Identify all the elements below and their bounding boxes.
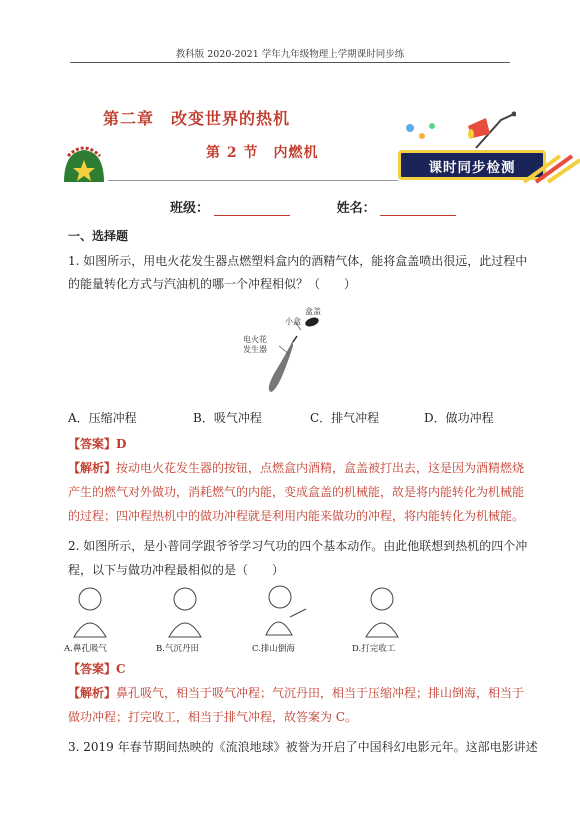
chapter-title: 第二章 改变世界的热机	[103, 109, 291, 128]
caption-b: B.气沉丹田	[156, 644, 199, 654]
q3-stem-line1: 3. 2019 年春节期间热映的《流浪地球》被誉为开启了中国科幻电影元年。这部电影讲述	[68, 740, 538, 754]
caption-c: C.排山倒海	[252, 644, 295, 654]
banner-stripes-decoration	[520, 152, 580, 184]
q2-stem-line2: 程，以下与做功冲程最相似的是（ ）	[68, 563, 285, 577]
qigong-figures	[60, 583, 420, 655]
q1-analysis-text1: 按动电火花发生器的按钮，点燃盒内酒精，盒盖被打出去，这是因为酒精燃烧	[116, 461, 525, 475]
section-title: 第 2 节 内燃机	[206, 145, 319, 161]
class-input-line[interactable]	[214, 201, 290, 216]
header-divider	[70, 62, 510, 63]
part-heading: 一、选择题	[68, 229, 129, 243]
q1-analysis-line2: 产生的燃气对外做功，消耗燃气的内能，变成盒盖的机械能，故是将内能转化为机械能	[68, 485, 525, 499]
student-info-fields	[170, 197, 456, 216]
q2-answer-tag: 【答案】	[68, 662, 117, 676]
practice-banner: 课时同步检测	[398, 150, 546, 180]
q1-option-a[interactable]: A．压缩冲程	[68, 411, 137, 425]
q2-analysis-line2: 做功冲程；打完收工，相当于排气冲程，故答案为 C。	[68, 710, 357, 724]
q1-analysis-line3: 的过程；四冲程热机中的做功冲程就是利用内能来做功的冲程，将内能转化为机械能。	[68, 509, 525, 523]
q2-answer	[68, 658, 126, 681]
q1-answer	[68, 433, 126, 456]
q2-stem-line1: 2. 如图所示，是小普同学跟爷爷学习气功的四个基本动作。由此他联想到热机的四个冲	[68, 539, 528, 553]
q1-option-b[interactable]: B．吸气冲程	[193, 411, 262, 425]
star-badge-icon	[60, 138, 108, 184]
figure-c	[252, 586, 306, 654]
q1-analysis-line1	[68, 457, 524, 480]
q1-analysis-tag: 【解析】	[68, 461, 117, 475]
name-input-line[interactable]	[380, 201, 456, 216]
q1-answer-tag: 【答案】	[68, 437, 117, 451]
lid-label: 盒盖	[305, 307, 321, 316]
figure-b	[156, 588, 201, 654]
caption-a: A.鼻孔吸气	[64, 644, 107, 654]
caption-d: D.打完收工	[352, 644, 396, 654]
figure-d	[352, 588, 398, 654]
spark-label-1: 电火花	[243, 335, 267, 344]
q2-analysis-text1: 鼻孔吸气，相当于吸气冲程；气沉丹田，相当于压缩冲程；排山倒海，相当于	[116, 686, 525, 700]
decorative-dots-icon	[402, 120, 442, 146]
spark-generator-figure	[235, 306, 335, 396]
q2-analysis-tag: 【解析】	[68, 686, 117, 700]
name-label: 姓名：	[336, 201, 376, 216]
q2-analysis-line1	[68, 682, 524, 705]
box-label: 小盒	[285, 317, 301, 326]
q1-answer-value: D	[116, 437, 127, 451]
q1-option-d[interactable]: D．做功冲程	[424, 411, 494, 425]
q2-answer-value: C	[116, 662, 126, 676]
q1-stem-line2: 的能量转化方式与汽油机的哪一个冲程相似？（ ）	[68, 277, 357, 291]
q1-stem-line1: 1. 如图所示，用电火花发生器点燃塑料盒内的酒精气体，能将盒盖喷出很远，此过程中	[68, 254, 528, 268]
title-divider	[108, 180, 398, 181]
spark-label-2: 发生器	[243, 345, 267, 354]
class-label: 班级：	[170, 201, 210, 216]
figure-a	[63, 588, 107, 654]
page-header: 教科版 2020-2021 学年九年级物理上学期课时同步练	[175, 49, 405, 60]
q1-option-c[interactable]: C．排气冲程	[310, 411, 380, 425]
